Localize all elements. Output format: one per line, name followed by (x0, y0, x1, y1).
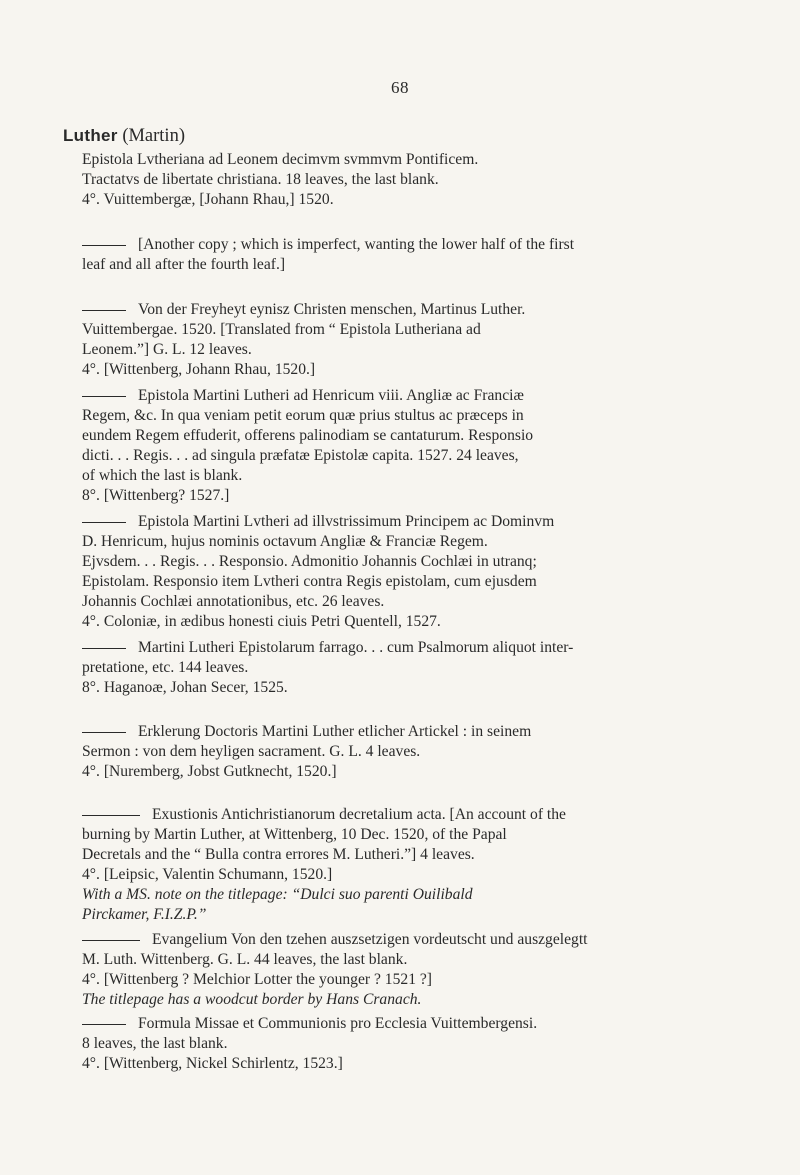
ditto-rule (82, 815, 140, 816)
entry-line: pretatione, etc. 144 leaves. (82, 659, 249, 676)
entry-line (82, 805, 566, 825)
ditto-rule (82, 1024, 126, 1025)
entry-line: Ejvsdem. . . Regis. . . Responsio. Admonitio Johannis Cochlæi in utranq; (82, 553, 537, 570)
entry-line (82, 638, 573, 658)
entry-line (82, 512, 554, 532)
entry-line: 8°. Haganoæ, Johan Secer, 1525. (82, 679, 288, 696)
entry-line: Johannis Cochlæi annotationibus, etc. 26 leaves. (82, 593, 385, 610)
entry-line: Sermon : von dem heyligen sacrament. G. L. 4 leaves. (82, 743, 421, 760)
catalogue-entry (82, 1014, 537, 1074)
ditto-rule (82, 245, 126, 246)
catalogue-entry (82, 722, 531, 782)
entry-line: Leonem.”] G. L. 12 leaves. (82, 341, 252, 358)
ditto-rule (82, 732, 126, 733)
catalogue-entry (82, 930, 588, 1010)
entry-text: [Another copy ; which is imperfect, wanting the lower half of the first (138, 236, 575, 253)
ditto-rule (82, 522, 126, 523)
entry-line: M. Luth. Wittenberg. G. L. 44 leaves, the last blank. (82, 951, 408, 968)
entry-text: Evangelium Von den tzehen auszsetzigen vordeutscht und auszgelegtt (152, 931, 588, 948)
entry-line (82, 386, 533, 406)
entry-line: 4°. [Nuremberg, Jobst Gutknecht, 1520.] (82, 763, 337, 780)
page-number: 68 (391, 78, 409, 97)
entry-line (82, 722, 531, 742)
entry-line: 4°. Coloniæ, in ædibus honesti ciuis Petri Quentell, 1527. (82, 613, 441, 630)
entry-text: Epistola Martini Lvtheri ad illvstrissimum Principem ac Dominvm (138, 513, 555, 530)
ditto-rule (82, 940, 140, 941)
entry-line: 8°. [Wittenberg? 1527.] (82, 487, 230, 504)
entry-text: Erklerung Doctoris Martini Luther etlicher Artickel : in seinem (138, 723, 532, 740)
ditto-rule (82, 310, 126, 311)
entry-line: eundem Regem effuderit, offerens palinodiam se cantaturum. Responsio (82, 427, 534, 444)
entry-heading (63, 126, 185, 147)
entry-text: Formula Missae et Communionis pro Ecclesia Vuittembergensi. (138, 1015, 538, 1032)
entry-line: Pirckamer, F.I.Z.P.” (82, 906, 207, 923)
entry-line (82, 930, 588, 950)
entry-line: of which the last is blank. (82, 467, 243, 484)
entry-line: 4°. [Wittenberg, Nickel Schirlentz, 1523.] (82, 1055, 343, 1072)
entry-line: leaf and all after the fourth leaf.] (82, 256, 286, 273)
entry-line: 4°. [Wittenberg, Johann Rhau, 1520.] (82, 361, 316, 378)
entry-line: dicti. . . Regis. . . ad singula præfatæ Epistolæ capita. 1527. 24 leaves, (82, 447, 519, 464)
catalogue-entry (82, 150, 478, 210)
entry-text: Exustionis Antichristianorum decretalium acta. [An account of the (152, 806, 566, 823)
catalogue-entry (82, 512, 554, 632)
entry-line: Epistolam. Responsio item Lvtheri contra Regis epistolam, cum ejusdem (82, 573, 537, 590)
entry-text: Martini Lutheri Epistolarum farrago. . . cum Psalmorum aliquot inter- (138, 639, 574, 656)
catalogue-entry (82, 300, 525, 380)
entry-line (82, 235, 574, 255)
entry-line (82, 1014, 537, 1034)
entry-line: With a MS. note on the titlepage: “Dulci suo parenti Ouilibald (82, 886, 473, 903)
ditto-rule (82, 648, 126, 649)
entry-line: The titlepage has a woodcut border by Hans Cranach. (82, 991, 422, 1008)
catalogue-entry (82, 235, 574, 275)
ditto-rule (82, 396, 126, 397)
catalogue-entry (82, 805, 566, 925)
catalogue-entry (82, 386, 533, 506)
entry-line: Epistola Lvtheriana ad Leonem decimvm svmmvm Pontificem. (82, 151, 479, 168)
entry-line: Vuittembergae. 1520. [Translated from “ Epistola Lutheriana ad (82, 321, 481, 338)
entry-line: 4°. [Wittenberg ? Melchior Lotter the younger ? 1521 ?] (82, 971, 432, 988)
entry-line: 4°. Vuittembergæ, [Johann Rhau,] 1520. (82, 191, 334, 208)
entry-text: Epistola Martini Lutheri ad Henricum viii. Angliæ ac Franciæ (138, 387, 524, 404)
heading-surname: Luther (63, 126, 118, 145)
heading-forename: (Martin) (117, 126, 185, 146)
entry-line: burning by Martin Luther, at Wittenberg, 10 Dec. 1520, of the Papal (82, 826, 507, 843)
entry-text: Von der Freyheyt eynisz Christen menschen, Martinus Luther. (138, 301, 526, 318)
entry-line (82, 300, 525, 320)
entry-line: D. Henricum, hujus nominis octavum Angliæ & Franciæ Regem. (82, 533, 488, 550)
entry-line: Decretals and the “ Bulla contra errores M. Lutheri.”] 4 leaves. (82, 846, 475, 863)
catalogue-entry (82, 638, 573, 698)
entry-line: Tractatvs de libertate christiana. 18 leaves, the last blank. (82, 171, 439, 188)
entry-line: 4°. [Leipsic, Valentin Schumann, 1520.] (82, 866, 333, 883)
entry-line: 8 leaves, the last blank. (82, 1035, 228, 1052)
entry-line: Regem, &c. In qua veniam petit eorum quæ prius stultus ac præceps in (82, 407, 524, 424)
